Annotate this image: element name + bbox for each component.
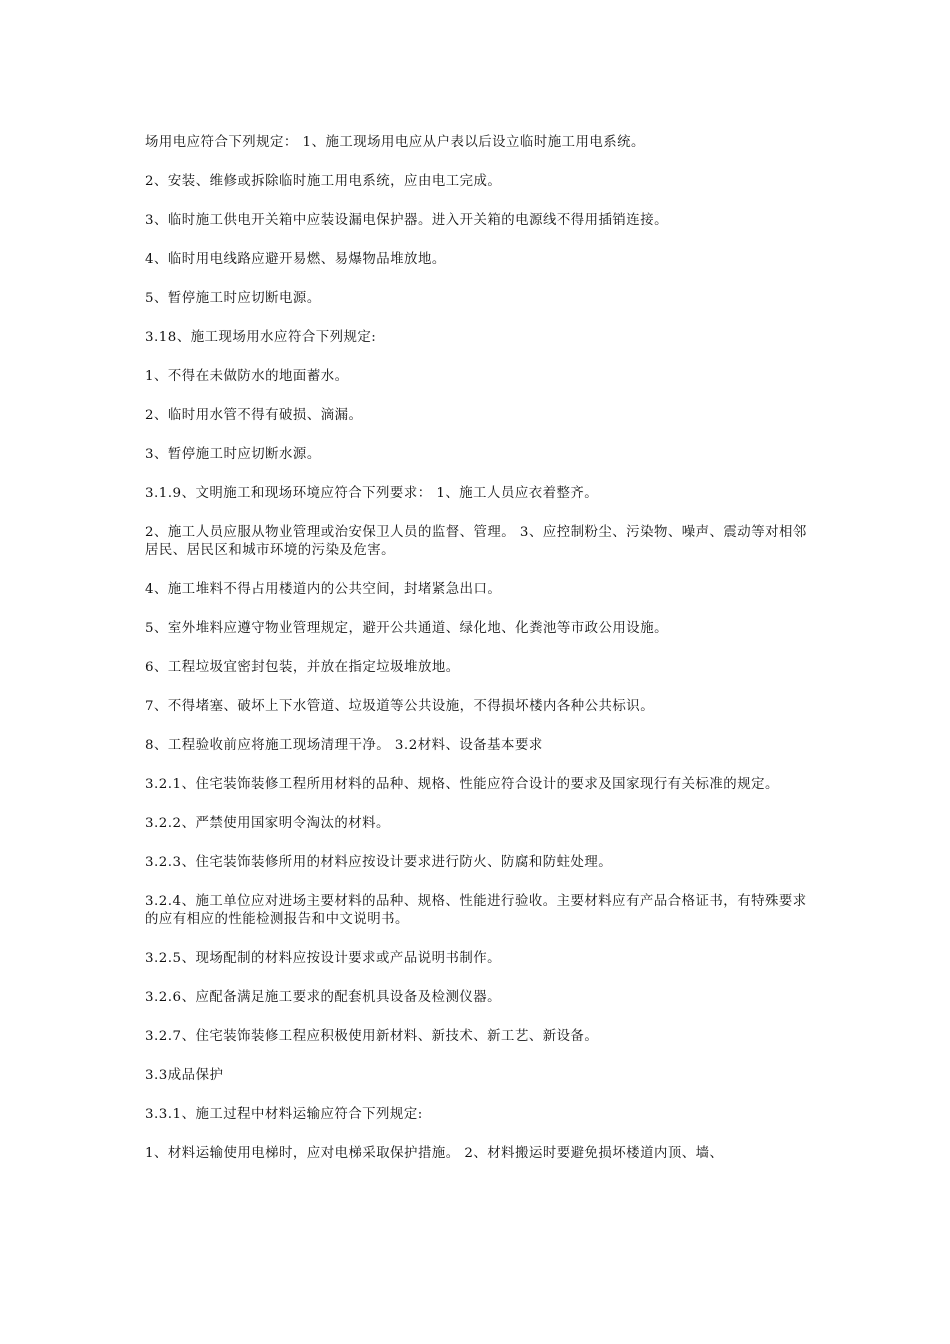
paragraph: 8、工程验收前应将施工现场清理干净。 3.2材料、设备基本要求 <box>145 738 543 753</box>
section-heading: 3.1.9、文明施工和现场环境应符合下列要求： 1、施工人员应衣着整齐。 <box>145 486 599 501</box>
paragraph: 3.2.6、应配备满足施工要求的配套机具设备及检测仪器。 <box>145 990 502 1005</box>
section-heading: 3.3成品保护 <box>145 1068 224 1083</box>
paragraph: 场用电应符合下列规定： 1、施工现场用电应从户表以后设立临时施工用电系统。 <box>145 135 645 150</box>
paragraph: 3.2.7、住宅装饰装修工程应积极使用新材料、新技术、新工艺、新设备。 <box>145 1029 599 1044</box>
paragraph: 3.2.2、严禁使用国家明令淘汰的材料。 <box>145 816 390 831</box>
paragraph: 5、室外堆料应遵守物业管理规定，避开公共通道、绿化地、化粪池等市政公用设施。 <box>145 621 668 636</box>
section-heading: 3.18、施工现场用水应符合下列规定: <box>145 330 377 345</box>
paragraph: 3.2.1、住宅装饰装修工程所用材料的品种、规格、性能应符合设计的要求及国家现行有关标准的规定。 <box>145 777 779 792</box>
paragraph: 4、临时用电线路应避开易燃、易爆物品堆放地。 <box>145 252 446 267</box>
paragraph: 3.2.5、现场配制的材料应按设计要求或产品说明书制作。 <box>145 951 502 966</box>
paragraph: 3.2.3、住宅装饰装修所用的材料应按设计要求进行防火、防腐和防蛀处理。 <box>145 855 613 870</box>
paragraph: 3、临时施工供电开关箱中应装设漏电保护器。进入开关箱的电源线不得用插销连接。 <box>145 213 668 228</box>
paragraph: 2、临时用水管不得有破损、滴漏。 <box>145 408 363 423</box>
paragraph: 3.3.1、施工过程中材料运输应符合下列规定: <box>145 1107 423 1122</box>
paragraph: 2、施工人员应服从物业管理或治安保卫人员的监督、管理。 3、应控制粉尘、污染物、噪声、震动等对相邻居民、居民区和城市环境的污染及危害。 <box>145 525 807 558</box>
paragraph: 5、暂停施工时应切断电源。 <box>145 291 321 306</box>
paragraph: 1、材料运输使用电梯时，应对电梯采取保护措施。 2、材料搬运时要避免损坏楼道内顶、墙、 <box>145 1146 724 1161</box>
paragraph: 7、不得堵塞、破坏上下水管道、垃圾道等公共设施，不得损坏楼内各种公共标识。 <box>145 699 655 714</box>
document-body <box>145 134 815 1184</box>
paragraph: 4、施工堆料不得占用楼道内的公共空间，封堵紧急出口。 <box>145 582 502 597</box>
paragraph: 1、不得在未做防水的地面蓄水。 <box>145 369 349 384</box>
paragraph: 3、暂停施工时应切断水源。 <box>145 447 321 462</box>
paragraph: 6、工程垃圾宜密封包装，并放在指定垃圾堆放地。 <box>145 660 460 675</box>
paragraph: 3.2.4、施工单位应对进场主要材料的品种、规格、性能进行验收。主要材料应有产品合格证书，有特殊要求的应有相应的性能检测报告和中文说明书。 <box>145 894 807 927</box>
paragraph: 2、安装、维修或拆除临时施工用电系统，应由电工完成。 <box>145 174 502 189</box>
